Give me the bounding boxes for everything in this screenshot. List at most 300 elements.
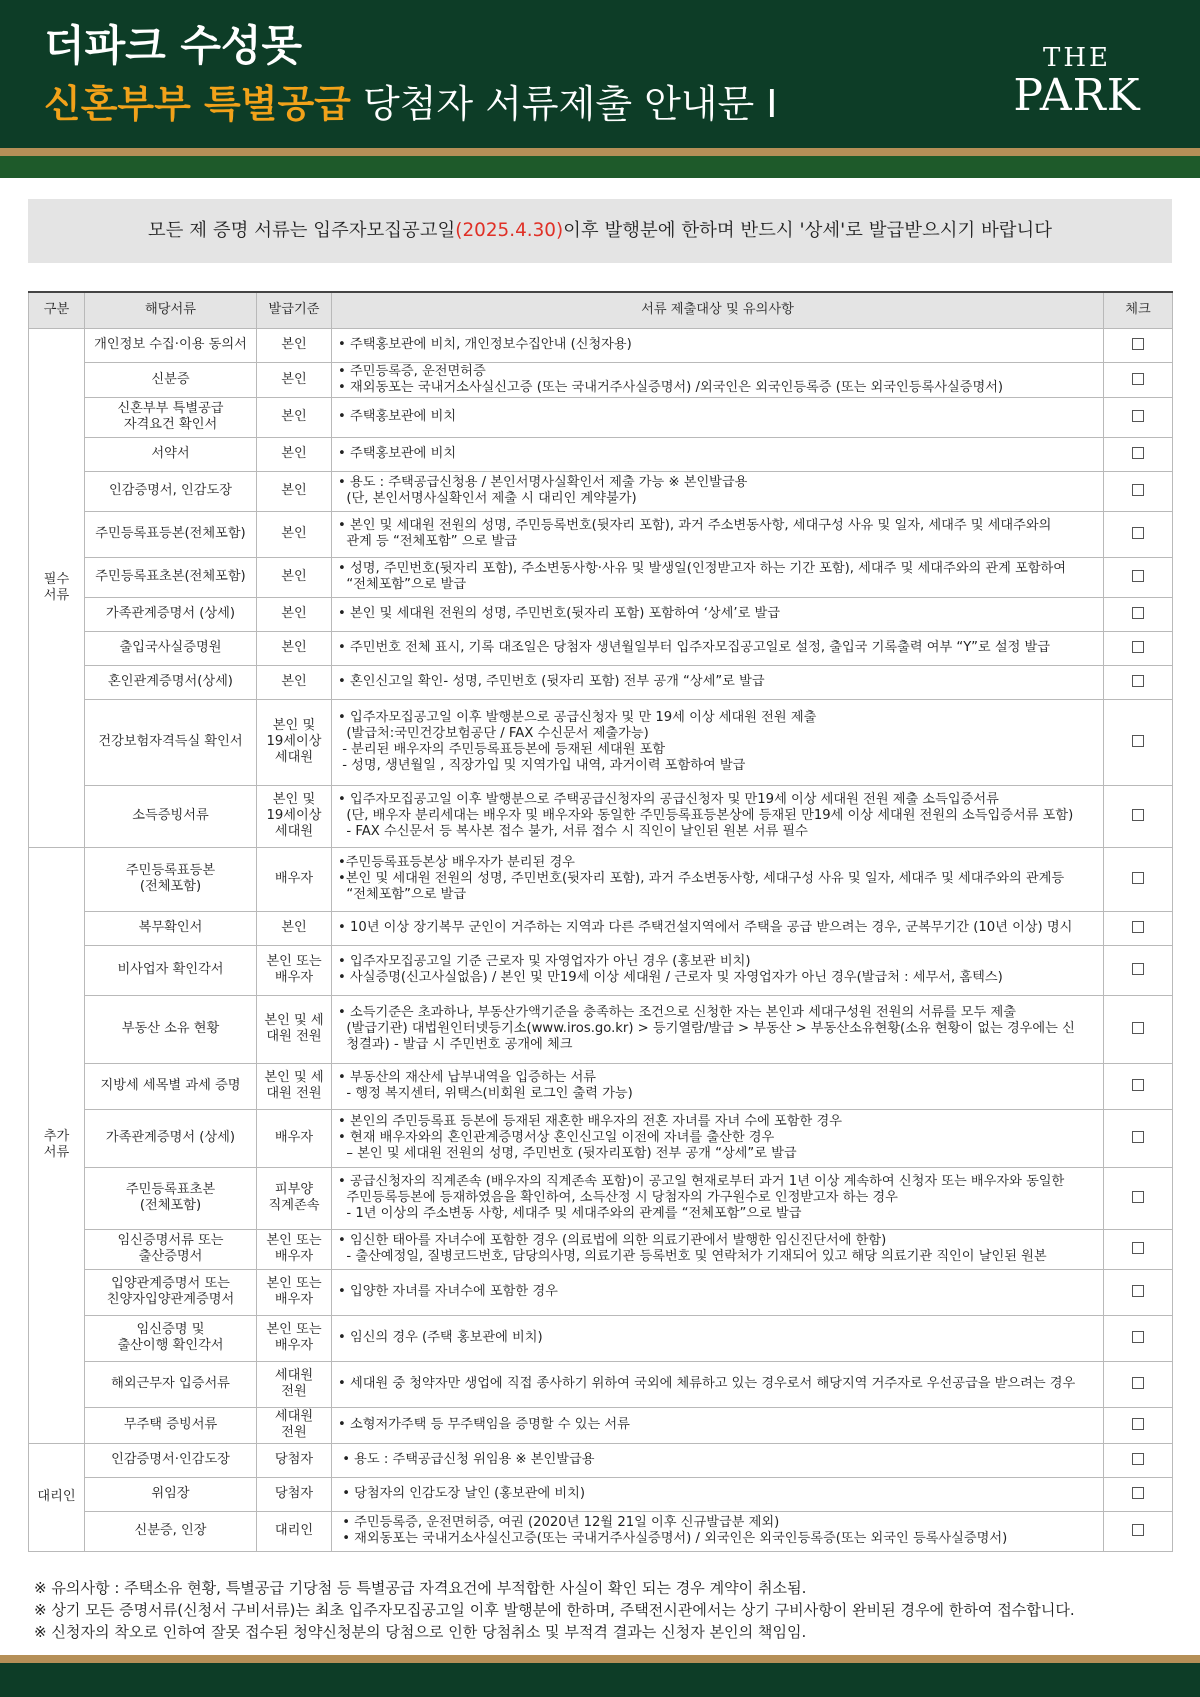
document-name-line: (전체포함) xyxy=(139,1198,202,1213)
submission-notes xyxy=(332,631,1104,665)
checkbox[interactable] xyxy=(1132,1285,1144,1297)
title-highlight: 신혼부부 특별공급 xyxy=(44,82,351,126)
submission-notes xyxy=(332,1167,1104,1229)
submission-notes-line: • 10년 이상 장기복무 군인이 거주하는 지역과 다른 주택건설지역에서 주택을 공급 받으려는 경우, 군복무기간 (10년 이상) 명시 xyxy=(338,920,1073,935)
issue-basis-line: 배우자 xyxy=(274,871,314,886)
checkbox[interactable] xyxy=(1132,735,1144,747)
submission-notes-line: • 당첨자의 인감도장 날인 (홍보관에 비치) xyxy=(338,1486,586,1501)
issue-basis-line: 당첨자 xyxy=(274,1486,314,1501)
submission-notes-line: (단, 배우자 분리세대는 배우자 및 배우자와 동일한 주민등록표등본상에 등재된 만19세 이상 세대원 전원의 소득입증서류 포함) xyxy=(338,808,1074,823)
document-name xyxy=(85,631,257,665)
check-cell xyxy=(1104,785,1173,847)
document-name-line: 소득증빙서류 xyxy=(132,808,209,823)
check-cell xyxy=(1104,597,1173,631)
submission-notes-line: • 공급신청자의 직계존속 (배우자의 직계존속 포함)이 공고일 현재로부터 과거 1년 이상 계속하여 신청자 또는 배우자와 동일한 xyxy=(338,1174,1065,1189)
checkbox[interactable] xyxy=(1132,1524,1144,1536)
submission-notes-line: • 용도 : 주택공급신청 위임용 ※ 본인발급용 xyxy=(338,1452,595,1467)
document-name xyxy=(85,847,257,911)
logo-the: THE xyxy=(1043,43,1111,73)
document-name xyxy=(85,1407,257,1443)
issue-basis-line: 본인 xyxy=(281,640,307,655)
issue-basis-line: 19세이상 xyxy=(266,808,322,823)
submission-notes-line: 청결과) - 발급 시 주민번호 공개에 체크 xyxy=(338,1037,573,1052)
table-body xyxy=(29,328,1173,1551)
document-name-line: 출산증명서 xyxy=(138,1249,203,1264)
submission-notes-line: • 입양한 자녀를 자녀수에 포함한 경우 xyxy=(338,1284,558,1299)
issue-basis-line: 전원 xyxy=(281,1425,307,1440)
check-cell xyxy=(1104,511,1173,557)
logo-park: PARK xyxy=(1013,70,1141,121)
checkbox[interactable] xyxy=(1132,1022,1144,1034)
submission-notes-line: (발급처:국민건강보험공단 / FAX 수신문서 제출가능) xyxy=(338,726,649,741)
checkbox[interactable] xyxy=(1132,1242,1144,1254)
issue-basis xyxy=(257,945,332,995)
document-name-line: 인감증명서, 인감도장 xyxy=(108,483,233,498)
document-name xyxy=(85,665,257,699)
submission-notes xyxy=(332,597,1104,631)
document-title xyxy=(44,80,778,128)
check-cell xyxy=(1104,1063,1173,1109)
footer-note: ※ 신청자의 착오로 인하여 잘못 접수된 청약신청분의 당첨으로 인한 당첨취소 및 부적격 결과는 신청자 본인의 책임임. xyxy=(34,1623,807,1641)
submission-notes-line: • 재외동포는 국내거소사실신고증(또는 국내거주사실증명서) / 외국인은 외국인등록증(또는 외국인 등록사실증명서) xyxy=(338,1531,1008,1546)
check-cell xyxy=(1104,1361,1173,1407)
document-name-line: 건강보험자격득실 확인서 xyxy=(98,734,243,749)
checkbox[interactable] xyxy=(1132,1453,1144,1465)
footer-gold-stripe xyxy=(0,1655,1200,1663)
header-issue-basis: 발급기준 xyxy=(257,292,332,328)
submission-notes-line: • 주민등록증, 운전면허증, 여권 (2020년 12월 21일 이후 신규발급분 제외) xyxy=(338,1515,780,1530)
checkbox[interactable] xyxy=(1132,1487,1144,1499)
table-row xyxy=(29,328,1173,362)
document-name-line: 복무확인서 xyxy=(138,920,203,935)
check-cell xyxy=(1104,1511,1173,1551)
document-name xyxy=(85,397,257,437)
submission-notes xyxy=(332,665,1104,699)
submission-notes xyxy=(332,1269,1104,1315)
document-name xyxy=(85,699,257,785)
document-name-line: 친양자입양관계증명서 xyxy=(106,1292,235,1307)
document-name xyxy=(85,1511,257,1551)
submission-notes-line: - 출산예정일, 질병코드번호, 담당의사명, 의료기관 등록번호 및 연락처가 기재되어 있고 해당 의료기관 직인이 날인된 원본 xyxy=(338,1249,1047,1264)
document-name xyxy=(85,437,257,471)
header-green-stripe xyxy=(0,156,1200,178)
issue-basis xyxy=(257,362,332,397)
issue-date-notice xyxy=(28,199,1172,263)
submission-notes xyxy=(332,785,1104,847)
submission-notes xyxy=(332,511,1104,557)
issue-basis xyxy=(257,437,332,471)
submission-notes-line: (발급기관) 대법원인터넷등기소(www.iros.go.kr) > 등기열람/발급 > 부동산 > 부동산소유현황(소유 현황이 없는 경우에는 신 xyxy=(338,1021,1075,1036)
submission-notes-line: - 성명, 생년월일 , 직장가입 및 지역가입 내역, 과거이력 포함하여 발급 xyxy=(338,758,746,773)
issue-basis-line: 배우자 xyxy=(274,1249,314,1264)
table-row xyxy=(29,362,1173,397)
submission-notes-line: • 사실증명(신고사실없음) / 본인 및 만19세 이상 세대원 / 근로자 및 자영업자가 아닌 경우(발급처 : 세무서, 홈텍스) xyxy=(338,970,1003,985)
checkbox[interactable] xyxy=(1132,410,1144,422)
issue-basis-line: 본인 xyxy=(281,409,307,424)
issue-basis xyxy=(257,665,332,699)
submission-notes-line: – 본인 및 세대원 전원의 성명, 주민번호 (뒷자리포함) 전부 공개 “상세”로 발급 xyxy=(338,1146,797,1161)
document-name-line: 신분증, 인장 xyxy=(134,1523,207,1538)
issue-basis xyxy=(257,631,332,665)
issue-basis-line: 대원 전원 xyxy=(266,1029,322,1044)
document-name xyxy=(85,1477,257,1511)
submission-notes-line: • 소형저가주택 등 무주택임을 증명할 수 있는 서류 xyxy=(338,1417,630,1432)
table-row xyxy=(29,1511,1173,1551)
check-cell xyxy=(1104,945,1173,995)
submission-notes xyxy=(332,1109,1104,1167)
footer-note: ※ 상기 모든 증명서류(신청서 구비서류)는 최초 입주자모집공고일 이후 발행분에 한하며, 주택전시관에서는 상기 구비사항이 완비된 경우에 한하여 접수합니다. xyxy=(34,1601,1075,1619)
issue-basis-line: 배우자 xyxy=(274,1292,314,1307)
issue-basis-line: 배우자 xyxy=(274,1338,314,1353)
document-name xyxy=(85,1063,257,1109)
submission-notes xyxy=(332,1477,1104,1511)
category-cell xyxy=(29,847,85,1443)
submission-notes xyxy=(332,699,1104,785)
submission-notes xyxy=(332,847,1104,911)
submission-notes xyxy=(332,437,1104,471)
document-name xyxy=(85,1167,257,1229)
table-row xyxy=(29,1361,1173,1407)
check-cell xyxy=(1104,437,1173,471)
check-cell xyxy=(1104,911,1173,945)
check-cell xyxy=(1104,665,1173,699)
check-cell xyxy=(1104,557,1173,597)
notice-date: (2025.4.30) xyxy=(455,220,564,241)
document-name-line: 위임장 xyxy=(151,1486,190,1501)
submission-notes-line: • 세대원 중 청약자만 생업에 직접 종사하기 위하여 국외에 체류하고 있는 경우로서 해당지역 거주자로 우선공급을 받으려는 경우 xyxy=(338,1376,1076,1391)
issue-basis-line: 본인 xyxy=(281,606,307,621)
issue-basis-line: 본인 xyxy=(281,526,307,541)
check-cell xyxy=(1104,328,1173,362)
document-name xyxy=(85,328,257,362)
checkbox[interactable] xyxy=(1132,527,1144,539)
checkbox[interactable] xyxy=(1132,373,1144,385)
issue-basis xyxy=(257,911,332,945)
issue-basis-line: 직계존속 xyxy=(268,1198,320,1213)
submission-notes-line: “전체포함”으로 발급 xyxy=(338,887,467,902)
check-cell xyxy=(1104,1109,1173,1167)
table-header-row xyxy=(29,292,1173,328)
issue-basis-line: 배우자 xyxy=(274,1130,314,1145)
header-category: 구분 xyxy=(29,292,85,328)
submission-notes-line: • 혼인신고일 확인- 성명, 주민번호 (뒷자리 포함) 전부 공개 “상세”로 발급 xyxy=(338,674,765,689)
check-cell xyxy=(1104,699,1173,785)
checkbox[interactable] xyxy=(1132,447,1144,459)
issue-basis xyxy=(257,995,332,1063)
category-label: 필수 xyxy=(43,571,70,587)
document-name-line: 해외근무자 입증서류 xyxy=(111,1376,230,1391)
submission-notes-line: •본인 및 세대원 전원의 성명, 주민번호(뒷자리 포함), 과거 주소변동사항, 세대구성 사유 및 일자, 세대주 및 세대주와의 관계등 xyxy=(338,871,1065,886)
notice-before: 모든 제 증명 서류는 입주자모집공고일 xyxy=(147,220,456,241)
checkbox[interactable] xyxy=(1132,809,1144,821)
document-name-line: 가족관계증명서 (상세) xyxy=(105,1130,236,1145)
table-row xyxy=(29,1109,1173,1167)
issue-basis-line: 세대원 xyxy=(274,1368,314,1383)
checkbox[interactable] xyxy=(1132,641,1144,653)
issue-basis-line: 본인 및 세 xyxy=(264,1070,324,1085)
submission-notes-line: “전체포함”으로 발급 xyxy=(338,577,467,592)
category-cell xyxy=(29,328,85,847)
document-name-line: 부동산 소유 현황 xyxy=(121,1021,220,1036)
document-name-line: 개인정보 수집·이용 동의서 xyxy=(94,337,247,352)
issue-basis xyxy=(257,785,332,847)
submission-notes-line: 주민등록등본에 등재하였음을 확인하여, 소득산정 시 당첨자의 가구원수로 인정받고자 하는 경우 xyxy=(338,1190,898,1205)
table-row xyxy=(29,1315,1173,1361)
issue-basis xyxy=(257,511,332,557)
table-row xyxy=(29,911,1173,945)
submission-notes-line: • 입주자모집공고일 이후 발행분으로 공급신청자 및 만 19세 이상 세대원 전원 제출 xyxy=(338,710,817,725)
issue-basis xyxy=(257,699,332,785)
submission-notes-line: • 임신한 태아를 자녀수에 포함한 경우 (의료법에 의한 의료기관에서 발행한 임신진단서에 한함) xyxy=(338,1233,887,1248)
checkbox[interactable] xyxy=(1132,1131,1144,1143)
submission-notes-line: • 주민등록증, 운전면허증 xyxy=(338,363,486,379)
checkbox[interactable] xyxy=(1132,607,1144,619)
header-document: 해당서류 xyxy=(85,292,257,328)
submission-notes xyxy=(332,995,1104,1063)
table-row xyxy=(29,471,1173,511)
submission-notes xyxy=(332,557,1104,597)
check-cell xyxy=(1104,1443,1173,1477)
issue-basis-line: 세대원 xyxy=(274,750,314,765)
issue-basis xyxy=(257,597,332,631)
issue-basis xyxy=(257,1269,332,1315)
table-row xyxy=(29,665,1173,699)
document-name xyxy=(85,1109,257,1167)
issue-basis xyxy=(257,847,332,911)
document-name-line: 가족관계증명서 (상세) xyxy=(105,606,236,621)
checkbox[interactable] xyxy=(1132,1377,1144,1389)
document-name xyxy=(85,362,257,397)
issue-basis-line: 본인 또는 xyxy=(266,1276,322,1291)
checkbox[interactable] xyxy=(1132,1331,1144,1343)
submission-notes-line: (단, 본인서명사실확인서 제출 시 대리인 계약불가) xyxy=(338,491,637,506)
document-name-line: 임신증명 및 xyxy=(136,1322,205,1337)
table-row xyxy=(29,699,1173,785)
document-name xyxy=(85,597,257,631)
table-row xyxy=(29,1407,1173,1443)
submission-notes-line: • 주택홍보관에 비치, 개인정보수집안내 (신청자용) xyxy=(338,337,632,352)
issue-basis xyxy=(257,1167,332,1229)
table-row xyxy=(29,847,1173,911)
document-name xyxy=(85,1229,257,1269)
issue-basis-line: 본인 xyxy=(281,674,307,689)
issue-basis-line: 본인 및 xyxy=(272,718,316,733)
checkbox[interactable] xyxy=(1132,484,1144,496)
issue-basis xyxy=(257,328,332,362)
issue-basis-line: 19세이상 xyxy=(266,734,322,749)
checkbox[interactable] xyxy=(1132,338,1144,350)
issue-basis xyxy=(257,1361,332,1407)
submission-notes-line: • 본인 및 세대원 전원의 성명, 주민등록번호(뒷자리 포함), 과거 주소변동사항, 세대구성 사유 및 일자, 세대주 및 세대주와의 xyxy=(338,518,1052,533)
document-name xyxy=(85,471,257,511)
checkbox[interactable] xyxy=(1132,570,1144,582)
issue-basis-line: 본인 및 xyxy=(272,792,316,807)
header-notes: 서류 제출대상 및 유의사항 xyxy=(332,292,1104,328)
checkbox[interactable] xyxy=(1132,1418,1144,1430)
checkbox[interactable] xyxy=(1132,1191,1144,1203)
document-name-line: 입양관계증명서 또는 xyxy=(111,1276,230,1291)
title-rest: 당첨자 서류제출 안내문 Ⅰ xyxy=(350,82,778,126)
document-name-line: 서약서 xyxy=(151,446,190,461)
document-name-line: 임신증명서류 또는 xyxy=(117,1233,224,1248)
table-row xyxy=(29,1229,1173,1269)
issue-basis xyxy=(257,1407,332,1443)
document-name-line: 자격요건 확인서 xyxy=(123,417,218,432)
issue-basis-line: 본인 xyxy=(281,569,307,584)
checkbox[interactable] xyxy=(1132,675,1144,687)
issue-basis-line: 본인 xyxy=(281,337,307,352)
submission-notes-line: • 주택홍보관에 비치 xyxy=(338,446,457,461)
issue-basis-line: 본인 또는 xyxy=(266,954,322,969)
submission-notes-line: • 현재 배우자와의 혼인관계증명서상 혼인신고일 이전에 자녀를 출산한 경우 xyxy=(338,1130,775,1145)
checkbox[interactable] xyxy=(1132,872,1144,884)
checkbox[interactable] xyxy=(1132,921,1144,933)
category-label: 추가 xyxy=(43,1129,70,1144)
submission-notes xyxy=(332,945,1104,995)
footer-notes xyxy=(34,1577,1174,1643)
footer-green-band xyxy=(0,1663,1200,1697)
submission-notes xyxy=(332,1063,1104,1109)
check-cell xyxy=(1104,1315,1173,1361)
table-row xyxy=(29,511,1173,557)
submission-notes-line: - FAX 수신문서 등 복사본 접수 불가, 서류 접수 시 직인이 날인된 원본 서류 필수 xyxy=(338,824,808,839)
submission-notes xyxy=(332,1315,1104,1361)
submission-notes xyxy=(332,1407,1104,1443)
table-row xyxy=(29,1443,1173,1477)
table-row xyxy=(29,1477,1173,1511)
submission-notes xyxy=(332,471,1104,511)
table-row xyxy=(29,995,1173,1063)
issue-basis xyxy=(257,1109,332,1167)
check-cell xyxy=(1104,1407,1173,1443)
document-name-line: 주민등록표초본(전체포함) xyxy=(95,569,246,584)
issue-basis-line: 본인 xyxy=(281,920,307,935)
document-name-line: 출산이행 확인각서 xyxy=(117,1338,224,1353)
document-name xyxy=(85,1361,257,1407)
submission-notes-line: - 1년 이상의 주소변동 사항, 세대주 및 세대주와의 관계를 “전체포함”으로 발급 xyxy=(338,1206,802,1221)
check-cell xyxy=(1104,847,1173,911)
the-park-logo xyxy=(1002,44,1152,120)
submission-notes-line: 관계 등 “전체포함” 으로 발급 xyxy=(338,534,517,549)
check-cell xyxy=(1104,1229,1173,1269)
document-name-line: 주민등록표초본 xyxy=(125,1182,216,1197)
checkbox[interactable] xyxy=(1132,1079,1144,1091)
issue-basis xyxy=(257,1229,332,1269)
document-name xyxy=(85,785,257,847)
checkbox[interactable] xyxy=(1132,963,1144,975)
document-name xyxy=(85,945,257,995)
submission-notes-line: • 입주자모집공고일 기준 근로자 및 자영업자가 아닌 경우 (홍보관 비치) xyxy=(338,954,751,969)
document-name xyxy=(85,1269,257,1315)
submission-notes-line: • 재외동포는 국내거소사실신고증 (또는 국내거주사실증명서) /외국인은 외국인등록증 (또는 외국인등록사실증명서) xyxy=(338,379,1004,395)
issue-basis-line: 대원 전원 xyxy=(266,1086,322,1101)
table-row xyxy=(29,1063,1173,1109)
check-cell xyxy=(1104,1167,1173,1229)
table-row xyxy=(29,557,1173,597)
issue-basis-line: 대리인 xyxy=(274,1523,314,1538)
complex-name: 더파크 수성못 xyxy=(44,21,303,70)
issue-basis xyxy=(257,1443,332,1477)
table-row xyxy=(29,597,1173,631)
table-row xyxy=(29,397,1173,437)
issue-basis-line: 본인 xyxy=(281,371,307,387)
submission-notes-line: • 본인의 주민등록표 등본에 등재된 재혼한 배우자의 전혼 자녀를 자녀 수에 포함한 경우 xyxy=(338,1114,842,1129)
document-name-line: 출입국사실증명원 xyxy=(119,640,222,655)
document-name xyxy=(85,911,257,945)
document-name-line: 인감증명서·인감도장 xyxy=(111,1452,230,1467)
document-name-line: (전체포함) xyxy=(139,879,202,894)
submission-notes-line: • 본인 및 세대원 전원의 성명, 주민번호(뒷자리 포함) 포함하여 ‘상세’로 발급 xyxy=(338,606,780,621)
issue-basis xyxy=(257,1315,332,1361)
issue-basis-line: 본인 xyxy=(281,483,307,498)
footer-note: ※ 유의사항 : 주택소유 현황, 특별공급 기당첨 등 특별공급 자격요건에 부적합한 사실이 확인 되는 경우 계약이 취소됨. xyxy=(34,1579,807,1597)
submission-notes xyxy=(332,1229,1104,1269)
submission-notes-line: • 용도 : 주택공급신청용 / 본인서명사실확인서 제출 가능 ※ 본인발급용 xyxy=(338,475,748,490)
notice-after: 이후 발행분에 한하며 반드시 '상세'로 발급받으시기 바랍니다 xyxy=(563,220,1053,241)
check-cell xyxy=(1104,995,1173,1063)
document-name xyxy=(85,1315,257,1361)
issue-basis-line: 본인 및 세 xyxy=(264,1013,324,1028)
check-cell xyxy=(1104,397,1173,437)
submission-notes-line: • 주민번호 전체 표시, 기록 대조일은 당첨자 생년월일부터 입주자모집공고일로 설정, 출입국 기록출력 여부 “Y”로 설정 발급 xyxy=(338,640,1051,655)
issue-basis xyxy=(257,557,332,597)
document-name-line: 무주택 증빙서류 xyxy=(123,1417,218,1432)
document-name-line: 주민등록표등본(전체포함) xyxy=(95,526,246,541)
issue-basis-line: 본인 또는 xyxy=(266,1322,322,1337)
document-name xyxy=(85,1443,257,1477)
document-name-line: 지방세 세목별 과세 증명 xyxy=(100,1078,241,1093)
issue-basis-line: 피부양 xyxy=(274,1182,314,1197)
submission-notes-line: •주민등록표등본상 배우자가 분리된 경우 xyxy=(338,855,575,870)
submission-notes-line: • 부동산의 재산세 납부내역을 입증하는 서류 xyxy=(338,1070,597,1085)
document-name-line: 신분증 xyxy=(151,371,190,387)
check-cell xyxy=(1104,471,1173,511)
submission-notes xyxy=(332,362,1104,397)
submission-notes xyxy=(332,328,1104,362)
check-cell xyxy=(1104,1269,1173,1315)
issue-basis xyxy=(257,397,332,437)
category-label: 서류 xyxy=(43,587,70,603)
submission-notes xyxy=(332,1443,1104,1477)
issue-basis-line: 세대원 xyxy=(274,1409,314,1424)
submission-notes xyxy=(332,1361,1104,1407)
issue-basis-line: 세대원 xyxy=(274,824,314,839)
submission-notes xyxy=(332,397,1104,437)
check-cell xyxy=(1104,1477,1173,1511)
table-row xyxy=(29,945,1173,995)
submission-notes-line: • 성명, 주민번호(뒷자리 포함), 주소변동사항·사유 및 발생일(인정받고자 하는 기간 포함), 세대주 및 세대주와의 관계 포함하여 xyxy=(338,561,1067,576)
submission-notes xyxy=(332,911,1104,945)
table-row xyxy=(29,1167,1173,1229)
document-name xyxy=(85,511,257,557)
category-label: 서류 xyxy=(43,1145,70,1160)
check-cell xyxy=(1104,362,1173,397)
issue-basis-line: 당첨자 xyxy=(274,1452,314,1467)
submission-notes-line: - 분리된 배우자의 주민등록표등본에 등재된 세대원 포함 xyxy=(338,742,666,757)
table-row xyxy=(29,1269,1173,1315)
document-name-line: 비사업자 확인각서 xyxy=(117,962,224,977)
document-name xyxy=(85,995,257,1063)
submission-notes-line: • 입주자모집공고일 이후 발행분으로 주택공급신청자의 공급신청자 및 만19세 이상 세대원 전원 제출 소득입증서류 xyxy=(338,792,999,807)
issue-basis-line: 전원 xyxy=(281,1384,307,1399)
document-name-line: 주민등록표등본 xyxy=(125,863,216,878)
header-gold-stripe xyxy=(0,148,1200,156)
issue-basis-line: 본인 또는 xyxy=(266,1233,322,1248)
category-cell xyxy=(29,1443,85,1551)
submission-notes-line: • 임신의 경우 (주택 홍보관에 비치) xyxy=(338,1330,543,1345)
header-check: 체크 xyxy=(1104,292,1173,328)
table-row xyxy=(29,785,1173,847)
